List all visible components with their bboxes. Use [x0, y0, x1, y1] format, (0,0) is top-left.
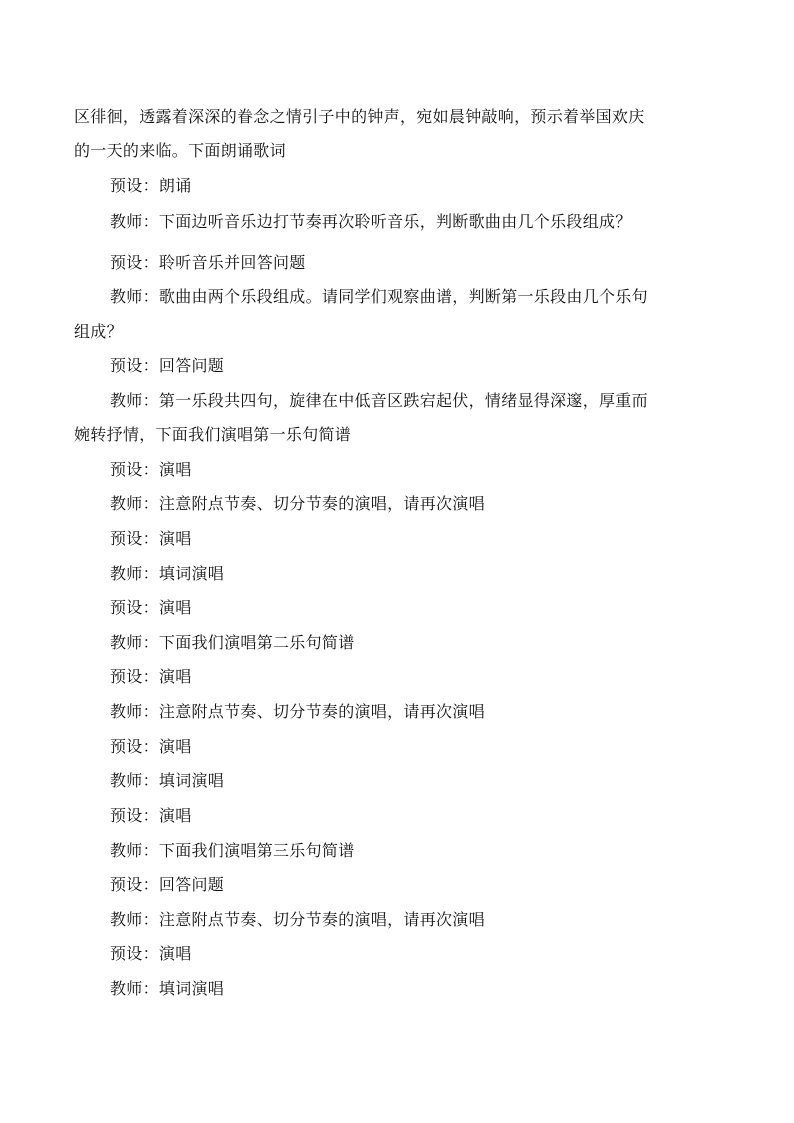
preset-line: 预设：演唱 — [110, 529, 192, 548]
teacher-line: 教师：注意附点节奏、切分节奏的演唱，请再次演唱 — [110, 702, 485, 721]
teacher-line-continued: 组成？ — [74, 322, 123, 341]
teacher-line: 教师：填词演唱 — [110, 771, 225, 790]
preset-line: 预设：演唱 — [110, 806, 192, 825]
preset-line: 预设：演唱 — [110, 944, 192, 963]
preset-line: 预设：聆听音乐并回答问题 — [110, 253, 306, 272]
teacher-line: 教师：填词演唱 — [110, 979, 225, 998]
teacher-line: 教师：填词演唱 — [110, 564, 225, 583]
teacher-line: 教师：注意附点节奏、切分节奏的演唱，请再次演唱 — [110, 910, 485, 929]
preset-line: 预设：演唱 — [110, 598, 192, 617]
preset-line: 预设：演唱 — [110, 737, 192, 756]
teacher-line: 教师：下面我们演唱第二乐句简谱 — [110, 633, 355, 652]
teacher-line-continued: 婉转抒情，下面我们演唱第一乐句简谱 — [74, 425, 352, 444]
teacher-line: 教师：下面边听音乐边打节奏再次聆听音乐，判断歌曲由几个乐段组成？ — [110, 212, 632, 231]
paragraph-line: 区徘徊，透露着深深的眷念之情引子中的钟声，宛如晨钟敲响，预示着举国欢庆 — [74, 107, 645, 126]
preset-line: 预设：演唱 — [110, 460, 192, 479]
paragraph-line: 的一天的来临。下面朗诵歌词 — [74, 141, 286, 160]
teacher-line: 教师：歌曲由两个乐段组成。请同学们观察曲谱，判断第一乐段由几个乐句 — [110, 287, 648, 306]
teacher-line: 教师：下面我们演唱第三乐句简谱 — [110, 841, 355, 860]
preset-line: 预设：朗诵 — [110, 176, 192, 195]
preset-line: 预设：回答问题 — [110, 356, 225, 375]
teacher-line: 教师：注意附点节奏、切分节奏的演唱，请再次演唱 — [110, 494, 485, 513]
preset-line: 预设：演唱 — [110, 667, 192, 686]
teacher-line: 教师：第一乐段共四句，旋律在中低音区跌宕起伏，情绪显得深邃，厚重而 — [110, 391, 648, 410]
preset-line: 预设：回答问题 — [110, 875, 225, 894]
